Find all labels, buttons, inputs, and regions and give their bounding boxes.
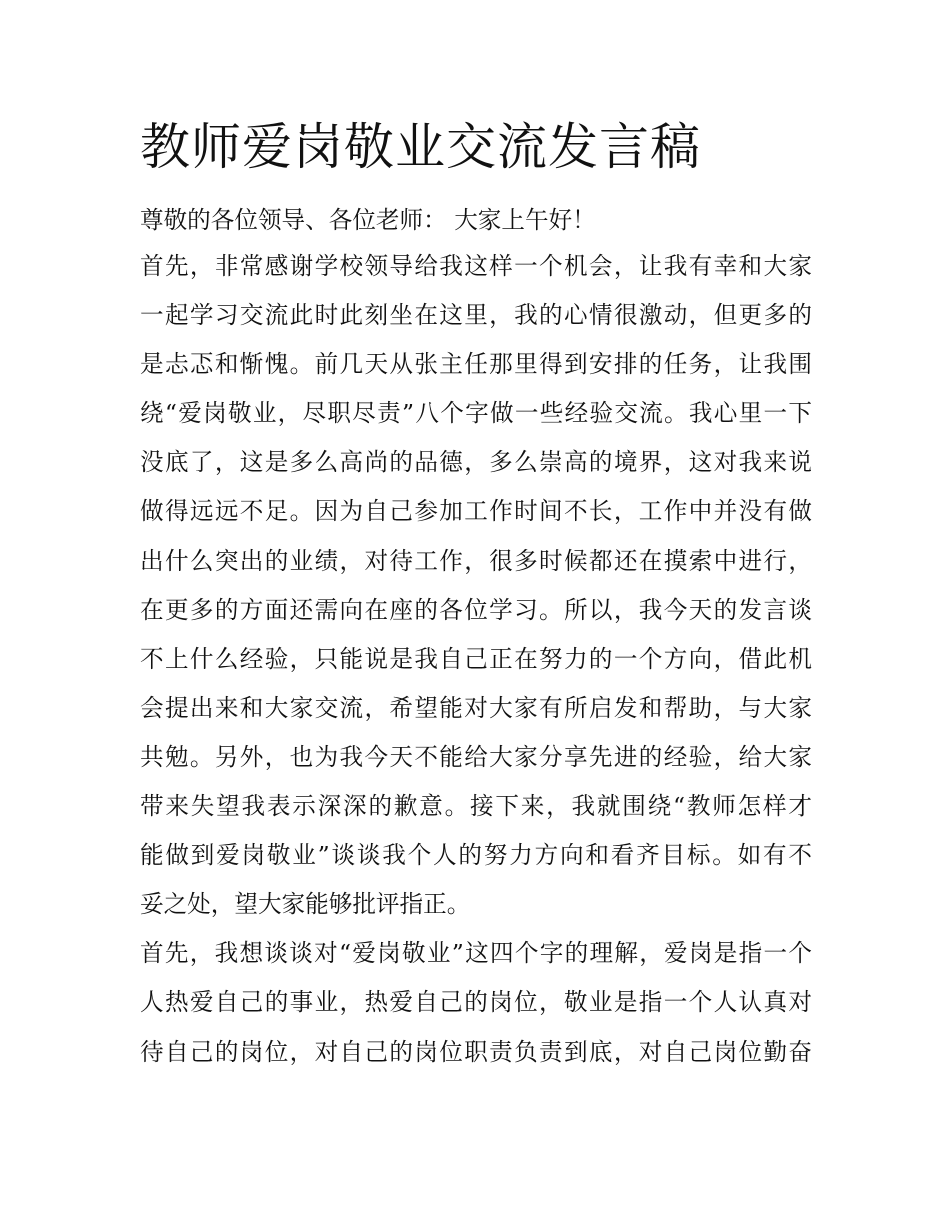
paragraph-line: 一起学习交流此时此刻坐在这里，我的心情很激动，但更多的 bbox=[140, 301, 812, 330]
greeting-line: 尊敬的各位领导、各位老师： 大家上午好！ bbox=[140, 206, 596, 234]
paragraph-line: 人热爱自己的事业，热爱自己的岗位，敬业是指一个人认真对 bbox=[140, 988, 812, 1017]
paragraph-2 bbox=[140, 929, 812, 1076]
paragraph-line: 出什么突出的业绩，对待工作，很多时候都还在摸索中进行， bbox=[140, 546, 812, 575]
document-page bbox=[140, 110, 812, 1077]
paragraph-line: 做得远远不足。因为自己参加工作时间不长，工作中并没有做 bbox=[140, 497, 812, 526]
paragraph-line: 绕“爱岗敬业，尽职尽责”八个字做一些经验交流。我心里一下 bbox=[140, 399, 812, 428]
paragraph-line: 待自己的岗位，对自己的岗位职责负责到底，对自己岗位勤奋 bbox=[140, 1037, 812, 1066]
paragraph-line: 不上什么经验，只能说是我自己正在努力的一个方向，借此机 bbox=[140, 644, 812, 673]
document-title: 教师爱岗敬业交流发言稿 bbox=[140, 118, 701, 176]
paragraph-line: 能做到爱岗敬业”谈谈我个人的努力方向和看齐目标。如有不 bbox=[140, 841, 812, 870]
paragraph-line: 在更多的方面还需向在座的各位学习。所以，我今天的发言谈 bbox=[140, 595, 812, 624]
paragraph-1 bbox=[140, 242, 812, 929]
paragraph-line: 妥之处，望大家能够批评指正。 bbox=[140, 890, 471, 919]
paragraph-line: 共勉。另外，也为我今天不能给大家分享先进的经验，给大家 bbox=[140, 742, 812, 771]
paragraph-line: 是忐忑和惭愧。前几天从张主任那里得到安排的任务，让我围 bbox=[140, 350, 812, 379]
paragraph-line: 首先，非常感谢学校领导给我这样一个机会，让我有幸和大家 bbox=[140, 252, 812, 280]
paragraph-line: 会提出来和大家交流，希望能对大家有所启发和帮助，与大家 bbox=[140, 693, 812, 722]
paragraph-line: 带来失望我表示深深的歉意。接下来，我就围绕“教师怎样才 bbox=[140, 792, 812, 821]
paragraph-line: 首先，我想谈谈对“爱岗敬业”这四个字的理解，爱岗是指一个 bbox=[140, 939, 812, 968]
paragraph-line: 没底了，这是多么高尚的品德，多么崇高的境界，这对我来说 bbox=[140, 448, 812, 477]
